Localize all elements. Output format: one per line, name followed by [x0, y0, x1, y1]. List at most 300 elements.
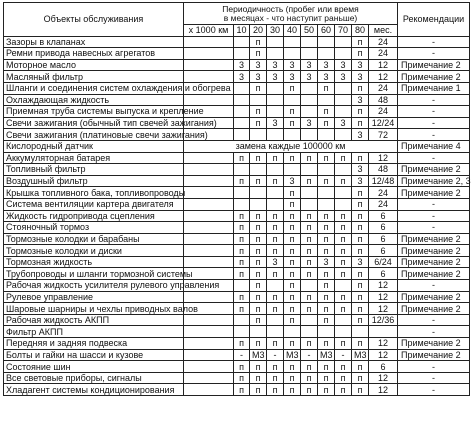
interval-cell: п	[352, 48, 369, 60]
km-col-header: 70	[335, 25, 352, 37]
interval-cell: п	[335, 233, 352, 245]
recommendation-cell: Примечание 2	[398, 233, 470, 245]
km-unit-cell	[184, 36, 234, 48]
interval-cell: п	[335, 175, 352, 187]
recommendation-cell: Примечание 2	[398, 245, 470, 257]
interval-cell	[335, 314, 352, 326]
service-item-name: Масляный фильтр	[4, 71, 184, 83]
interval-cell: 3	[267, 71, 284, 83]
interval-cell: п	[352, 36, 369, 48]
interval-cell: п	[234, 303, 250, 315]
maintenance-table	[3, 2, 470, 396]
interval-cell: п	[318, 210, 335, 222]
interval-cell: п	[267, 361, 284, 373]
interval-cell: п	[352, 233, 369, 245]
interval-cell: п	[250, 303, 267, 315]
months-cell: 12	[369, 280, 398, 292]
table-row	[4, 314, 470, 326]
interval-cell	[335, 280, 352, 292]
service-item-name: Тормозные колодки и диски	[4, 245, 184, 257]
interval-cell: п	[352, 303, 369, 315]
months-cell: 12	[369, 372, 398, 384]
interval-cell: п	[234, 256, 250, 268]
interval-cell: п	[318, 303, 335, 315]
interval-cell: п	[284, 152, 301, 164]
service-item-name: Стояночный тормоз	[4, 222, 184, 234]
recommendation-cell: Примечание 2	[398, 349, 470, 361]
interval-cell: 3	[284, 175, 301, 187]
interval-cell: п	[284, 314, 301, 326]
interval-cell: п	[352, 280, 369, 292]
interval-cell: М3	[352, 349, 369, 361]
recommendation-cell: -	[398, 36, 470, 48]
table-row	[4, 106, 470, 118]
interval-cell: п	[318, 268, 335, 280]
interval-cell: п	[318, 222, 335, 234]
interval-cell: п	[318, 175, 335, 187]
interval-cell: п	[301, 338, 318, 350]
interval-cell: п	[267, 384, 284, 396]
interval-cell	[335, 129, 352, 141]
table-row	[4, 48, 470, 60]
interval-cell: п	[284, 372, 301, 384]
months-cell: 24	[369, 48, 398, 60]
interval-cell: п	[267, 372, 284, 384]
interval-cell: п	[301, 372, 318, 384]
km-unit-cell	[184, 326, 234, 338]
interval-cell: 3	[335, 71, 352, 83]
recommendation-cell: -	[398, 106, 470, 118]
interval-cell: п	[284, 280, 301, 292]
interval-cell: п	[318, 82, 335, 94]
interval-cell: п	[250, 36, 267, 48]
service-item-name: Приемная труба системы выпуска и крепление	[4, 106, 184, 118]
interval-cell	[335, 36, 352, 48]
interval-cell	[284, 129, 301, 141]
interval-cell	[267, 326, 284, 338]
interval-cell: п	[318, 280, 335, 292]
months-cell: 6	[369, 245, 398, 257]
months-cell	[369, 326, 398, 338]
interval-cell: п	[352, 268, 369, 280]
table-row	[4, 59, 470, 71]
interval-cell: п	[335, 303, 352, 315]
interval-cell: 3	[352, 71, 369, 83]
interval-cell	[318, 187, 335, 199]
service-item-name: Топливный фильтр	[4, 164, 184, 176]
table-row	[4, 94, 470, 106]
table-row	[4, 268, 470, 280]
recommendation-cell: Примечание 2	[398, 71, 470, 83]
interval-cell: п	[284, 245, 301, 257]
interval-cell	[301, 106, 318, 118]
interval-cell: п	[352, 198, 369, 210]
interval-cell: п	[335, 210, 352, 222]
months-cell: 12	[369, 71, 398, 83]
interval-cell: п	[250, 291, 267, 303]
km-col-header: 60	[318, 25, 335, 37]
interval-cell	[234, 326, 250, 338]
service-item-name: Воздушный фильтр	[4, 175, 184, 187]
interval-cell: 3	[284, 71, 301, 83]
interval-cell: п	[267, 210, 284, 222]
interval-cell: п	[250, 361, 267, 373]
service-item-name: Жидкость гидропривода сцепления	[4, 210, 184, 222]
recommendation-cell: Примечание 2	[398, 256, 470, 268]
interval-cell: п	[318, 106, 335, 118]
table-row	[4, 140, 470, 152]
km-unit-cell	[184, 222, 234, 234]
km-unit-cell	[184, 338, 234, 350]
interval-cell: п	[301, 245, 318, 257]
km-unit-cell	[184, 384, 234, 396]
interval-cell: 3	[318, 71, 335, 83]
km-unit-cell	[184, 256, 234, 268]
recommendation-cell: -	[398, 117, 470, 129]
interval-cell	[267, 187, 284, 199]
km-unit-cell	[184, 372, 234, 384]
interval-cell	[318, 164, 335, 176]
interval-cell: п	[234, 210, 250, 222]
recommendation-cell: Примечание 2	[398, 59, 470, 71]
interval-cell: п	[318, 361, 335, 373]
interval-cell	[267, 94, 284, 106]
service-item-name: Кислородный датчик	[4, 140, 184, 152]
table-row	[4, 372, 470, 384]
km-col-header: 20	[250, 25, 267, 37]
interval-cell: п	[301, 303, 318, 315]
interval-cell: п	[335, 245, 352, 257]
service-item-name: Зазоры в клапанах	[4, 36, 184, 48]
interval-cell: 3	[352, 59, 369, 71]
recommendation-cell: -	[398, 94, 470, 106]
table-row	[4, 117, 470, 129]
service-item-name: Крышка топливного бака, топливопроводы	[4, 187, 184, 199]
interval-cell: п	[301, 256, 318, 268]
interval-cell: п	[352, 361, 369, 373]
months-cell: 6	[369, 233, 398, 245]
interval-cell: п	[301, 361, 318, 373]
service-item-name: Рулевое управление	[4, 291, 184, 303]
interval-cell: п	[301, 291, 318, 303]
interval-cell: п	[352, 222, 369, 234]
interval-cell: п	[267, 175, 284, 187]
interval-cell	[250, 198, 267, 210]
months-cell: 12	[369, 303, 398, 315]
maintenance-schedule	[3, 2, 469, 396]
interval-cell: п	[250, 48, 267, 60]
service-item-name: Шаровые шарниры и чехлы приводных валов	[4, 303, 184, 315]
service-item-name: Ремни привода навесных агрегатов	[4, 48, 184, 60]
recommendation-cell: Примечание 2	[398, 291, 470, 303]
km-unit-cell	[184, 349, 234, 361]
interval-cell	[234, 106, 250, 118]
interval-cell: п	[234, 233, 250, 245]
interval-cell: п	[250, 372, 267, 384]
interval-cell	[335, 48, 352, 60]
interval-cell: п	[352, 210, 369, 222]
table-row	[4, 198, 470, 210]
periodicity-line1: Периодичность (пробег или время	[222, 3, 359, 14]
interval-cell: 3	[267, 117, 284, 129]
interval-cell	[267, 36, 284, 48]
table-row	[4, 361, 470, 373]
interval-cell: п	[284, 361, 301, 373]
table-row	[4, 129, 470, 141]
interval-cell	[267, 198, 284, 210]
service-item-name: Свечи зажигания (платиновые свечи зажигания)	[4, 129, 184, 141]
interval-cell	[234, 94, 250, 106]
recommendation-cell: -	[398, 222, 470, 234]
service-item-name: Передняя и задняя подвеска	[4, 338, 184, 350]
recommendation-cell: Примечание 2, 3	[398, 175, 470, 187]
months-cell: 12/48	[369, 175, 398, 187]
months-cell: 6	[369, 210, 398, 222]
km-unit-cell	[184, 152, 234, 164]
km-unit-cell	[184, 291, 234, 303]
table-row	[4, 326, 470, 338]
interval-cell: 3	[318, 59, 335, 71]
interval-cell: п	[352, 82, 369, 94]
table-row	[4, 36, 470, 48]
months-cell: 12	[369, 384, 398, 396]
table-row	[4, 71, 470, 83]
service-item-name: Рабочая жидкость АКПП	[4, 314, 184, 326]
service-item-name: Аккумуляторная батарея	[4, 152, 184, 164]
interval-cell	[335, 94, 352, 106]
interval-cell: 3	[267, 59, 284, 71]
months-cell: 48	[369, 164, 398, 176]
km-unit-cell	[184, 48, 234, 60]
interval-cell: п	[284, 291, 301, 303]
interval-cell: п	[335, 361, 352, 373]
interval-cell	[301, 187, 318, 199]
interval-cell: п	[267, 291, 284, 303]
interval-cell	[284, 326, 301, 338]
interval-cell: -	[234, 349, 250, 361]
km-unit-cell	[184, 59, 234, 71]
interval-cell: п	[284, 198, 301, 210]
interval-cell: п	[250, 384, 267, 396]
interval-cell: п	[352, 338, 369, 350]
table-row	[4, 210, 470, 222]
interval-cell: п	[267, 152, 284, 164]
recommendation-cell: Примечание 2	[398, 187, 470, 199]
km-unit-cell	[184, 245, 234, 257]
interval-cell: п	[352, 291, 369, 303]
interval-span-cell: замена каждые 100000 км	[184, 140, 398, 152]
table-row	[4, 349, 470, 361]
periodicity-header	[184, 3, 398, 25]
interval-cell: п	[267, 303, 284, 315]
interval-cell: п	[301, 222, 318, 234]
interval-cell	[318, 48, 335, 60]
interval-cell: п	[352, 117, 369, 129]
interval-cell: п	[250, 175, 267, 187]
interval-cell: п	[234, 152, 250, 164]
service-item-name: Шланги и соединения систем охлаждения и обогрева	[4, 82, 184, 94]
service-item-name: Рабочая жидкость усилителя рулевого управления	[4, 280, 184, 292]
periodicity-line2: в месяцах - что наступит раньше)	[223, 12, 358, 23]
interval-cell: 3	[352, 175, 369, 187]
interval-cell: п	[335, 384, 352, 396]
interval-cell: п	[318, 372, 335, 384]
interval-cell: п	[284, 338, 301, 350]
interval-cell: п	[234, 291, 250, 303]
interval-cell: п	[301, 152, 318, 164]
interval-cell: п	[267, 338, 284, 350]
service-item-name: Охлаждающая жидкость	[4, 94, 184, 106]
interval-cell	[267, 314, 284, 326]
km-unit-cell	[184, 187, 234, 199]
interval-cell: п	[318, 291, 335, 303]
interval-cell	[301, 280, 318, 292]
interval-cell: п	[352, 245, 369, 257]
interval-cell	[234, 36, 250, 48]
recommendations-header: Рекомендации	[398, 3, 470, 37]
interval-cell	[267, 48, 284, 60]
service-item-name: Моторное масло	[4, 59, 184, 71]
km-col-header: 50	[301, 25, 318, 37]
table-row	[4, 384, 470, 396]
interval-cell: п	[284, 82, 301, 94]
table-row	[4, 303, 470, 315]
interval-cell: п	[335, 152, 352, 164]
interval-cell	[250, 94, 267, 106]
months-cell: 12	[369, 349, 398, 361]
table-row	[4, 233, 470, 245]
interval-cell: п	[250, 268, 267, 280]
interval-cell: 3	[301, 59, 318, 71]
interval-cell: п	[301, 175, 318, 187]
interval-cell	[234, 117, 250, 129]
interval-cell	[234, 198, 250, 210]
interval-cell: п	[234, 338, 250, 350]
recommendation-cell: -	[398, 152, 470, 164]
interval-cell	[301, 94, 318, 106]
interval-cell	[318, 198, 335, 210]
interval-cell	[284, 94, 301, 106]
interval-cell	[234, 164, 250, 176]
service-item-name: Фильтр АКПП	[4, 326, 184, 338]
interval-cell: п	[234, 372, 250, 384]
recommendation-cell: -	[398, 384, 470, 396]
km-unit-cell	[184, 361, 234, 373]
interval-cell: п	[250, 82, 267, 94]
interval-cell	[234, 314, 250, 326]
interval-cell: 3	[335, 117, 352, 129]
interval-cell: п	[250, 210, 267, 222]
service-item-name: Состояние шин	[4, 361, 184, 373]
interval-cell: п	[234, 268, 250, 280]
interval-cell: п	[284, 106, 301, 118]
interval-cell: п	[301, 233, 318, 245]
table-row	[4, 245, 470, 257]
interval-cell	[335, 187, 352, 199]
interval-cell	[318, 326, 335, 338]
interval-cell: п	[250, 256, 267, 268]
months-cell: 12/24	[369, 117, 398, 129]
km-col-header: 80	[352, 25, 369, 37]
service-item-name: Система вентиляции картера двигателя	[4, 198, 184, 210]
months-cell: 12/36	[369, 314, 398, 326]
months-cell: 24	[369, 82, 398, 94]
interval-cell: п	[234, 175, 250, 187]
interval-cell: п	[250, 152, 267, 164]
interval-cell: п	[250, 280, 267, 292]
recommendation-cell: -	[398, 314, 470, 326]
km-unit-cell	[184, 94, 234, 106]
interval-cell: -	[335, 349, 352, 361]
months-cell: 24	[369, 36, 398, 48]
km-col-header: 30	[267, 25, 284, 37]
interval-cell: п	[267, 233, 284, 245]
interval-cell	[234, 129, 250, 141]
interval-cell: п	[250, 338, 267, 350]
interval-cell	[250, 164, 267, 176]
interval-cell: 3	[301, 117, 318, 129]
interval-cell: п	[318, 384, 335, 396]
interval-cell	[335, 164, 352, 176]
interval-cell: 3	[352, 129, 369, 141]
interval-cell	[250, 129, 267, 141]
interval-cell: п	[250, 106, 267, 118]
recommendation-cell: Примечание 1	[398, 82, 470, 94]
interval-cell: п	[267, 222, 284, 234]
interval-cell: п	[250, 117, 267, 129]
interval-cell: п	[335, 291, 352, 303]
interval-cell: 3	[335, 59, 352, 71]
months-cell: 24	[369, 198, 398, 210]
interval-cell	[301, 36, 318, 48]
recommendation-cell: Примечание 2	[398, 268, 470, 280]
interval-cell: п	[284, 210, 301, 222]
km-unit-header: х 1000 км	[184, 25, 234, 37]
interval-cell: п	[234, 384, 250, 396]
recommendation-cell: Примечание 2	[398, 164, 470, 176]
interval-cell	[318, 94, 335, 106]
interval-cell: п	[335, 256, 352, 268]
recommendation-cell: -	[398, 326, 470, 338]
service-item-name: Все световые приборы, сигналы	[4, 372, 184, 384]
interval-cell	[318, 129, 335, 141]
interval-cell: п	[318, 233, 335, 245]
table-row	[4, 187, 470, 199]
months-header: мес.	[369, 25, 398, 37]
service-item-name: Трубопроводы и шланги тормозной системы	[4, 268, 184, 280]
months-cell: 72	[369, 129, 398, 141]
interval-cell	[267, 164, 284, 176]
interval-cell	[234, 82, 250, 94]
months-cell: 6	[369, 222, 398, 234]
interval-cell	[234, 280, 250, 292]
service-item-name: Тормозная жидкость	[4, 256, 184, 268]
recommendation-cell: -	[398, 48, 470, 60]
table-body	[4, 36, 470, 395]
km-col-header: 40	[284, 25, 301, 37]
interval-cell	[335, 198, 352, 210]
interval-cell: 3	[250, 71, 267, 83]
interval-cell: п	[318, 152, 335, 164]
table-row	[4, 82, 470, 94]
interval-cell: 3	[250, 59, 267, 71]
table-row	[4, 256, 470, 268]
interval-cell	[250, 187, 267, 199]
interval-cell: п	[234, 245, 250, 257]
interval-cell: п	[284, 117, 301, 129]
interval-cell	[301, 326, 318, 338]
interval-cell: М3	[250, 349, 267, 361]
